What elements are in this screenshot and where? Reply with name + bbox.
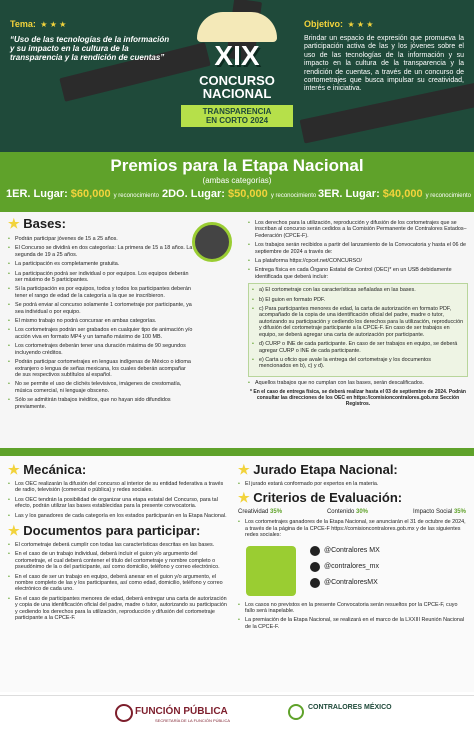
- criterion-contenido: [327, 509, 368, 515]
- star-icon: ★ ★ ★: [347, 20, 374, 29]
- social-handle: @ContraloresMX: [324, 579, 378, 587]
- usb-requirements-box: [248, 283, 468, 376]
- star-icon: ★: [8, 216, 20, 231]
- funcion-publica-logo: FUNCIÓN PÚBLICA: [135, 706, 228, 717]
- list-item: • Los derechos para la utilización, reproducción y difusión de los cortometrajes que se inscriban al concurso serán cedidos a la Comisión Permanente de Contralores Estados–Federación (CPCE-F).: [248, 220, 468, 239]
- list-item: • Los casos no previstos en la presente Convocatoria serán resueltos por la CPCE-F, cuyo fallo será inapelable.: [238, 602, 466, 615]
- list-item: • e) Carta u oficio que avale la entrega del cortometraje y los documentos mencionados en b), c) y d).: [252, 357, 464, 370]
- social-handle: @Contralores MX: [324, 547, 380, 555]
- mecanica-list: [8, 481, 230, 519]
- star-icon: ★: [238, 490, 250, 506]
- logo-line4: EN CORTO 2024: [205, 116, 269, 125]
- list-item: • c) Para participantes menores de edad, la carta de autorización en formato PDF, acompañado de la copia de una identificación oficial del padre, madre o tutor, autorizando su participación y cediendo los derechos para la utilización, reproducción y difusión del cortometraje participante a la CPCE-F. En caso de ser trabajos en equipo, se deberá agregar una carta de autorización por participante.: [252, 306, 464, 338]
- list-item: • La participación es completamente gratuita.: [8, 261, 193, 267]
- list-item: • Los OEC realizarán la difusión del concurso al interior de su entidad federativa a través de radio, televisión (comercial o pública) y redes sociales.: [8, 481, 230, 494]
- criterion-value: 30%: [356, 509, 369, 516]
- prizes-title: Premios para la Etapa Nacional: [110, 156, 364, 175]
- list-item: • Sólo se admitirán trabajos inéditos, que no hayan sido difundidos previamente.: [8, 397, 193, 410]
- mechanics-left: [8, 462, 230, 625]
- criterion-impacto: [413, 509, 466, 515]
- list-item: • En el caso de participantes menores de edad, deberá entregar una carta de autorización y copia de una identificación oficial del padre, madre o tutor, autorizando su participación y cediendo los derechos para la utilización, reproducción y difusión del cortometraje participante a la CPCE-F.: [8, 596, 230, 622]
- contest-logo: [175, 12, 299, 147]
- bases-right: [248, 220, 468, 407]
- logo-line2: NACIONAL: [202, 86, 272, 101]
- funcion-publica-sub: SECRETARÍA DE LA FUNCIÓN PÚBLICA: [155, 718, 231, 723]
- contralores-logo-icon: [288, 704, 304, 720]
- prize-third-amount: $40,000: [382, 188, 423, 200]
- list-item: • d) CURP o INE de cada participante. En caso de ser trabajos en equipo, se deberá agregar CURP o INE de cada participante.: [252, 341, 464, 354]
- star-icon: ★: [238, 462, 250, 477]
- criterion-creatividad: [238, 509, 282, 515]
- logo-number: XIX: [214, 40, 260, 71]
- bases-list: [8, 236, 193, 410]
- delivery-note: * En el caso de entrega física, se deberá realizar hasta el 03 de septiembre de 2024. Podrán consultar las direcciones de los OEC en https://comisioncontralores.gob.mx Sección Registros.: [250, 389, 466, 408]
- theme-box: [10, 14, 170, 62]
- list-item: • La plataforma https://cpcet.net/CONCURSO/: [248, 258, 468, 264]
- prizes-subtitle: (ambas categorías): [202, 176, 272, 185]
- criterion-value: 35%: [453, 509, 466, 516]
- theme-text: “Uso de las tecnologías de la información y su impacto en la cultura de la transparencia y la rendición de cuentas”: [10, 35, 170, 62]
- excluded-text: • Aquellos trabajos que no cumplan con las bases, serán descalificados.: [248, 380, 468, 386]
- seal-icon: [115, 704, 133, 722]
- prize-first-label: 1ER. Lugar:: [6, 188, 68, 200]
- social-handle: @contralores_mx: [324, 563, 379, 571]
- list-item: • En el caso de ser un trabajo en equipo, deberá anexar en el guion y/o argumento, el nombre completo de las y los participantes, así como edad, domicilio, teléfono y correo electrónico de cada uno.: [8, 574, 230, 593]
- list-item: • Si la participación es por equipos, todos y todos los participantes deberán tener el rango de edad de la categoría a la que se inscribieron.: [8, 286, 193, 299]
- prize-third-rec: y reconocimiento: [425, 193, 471, 199]
- list-item: • El cortometraje deberá cumplir con todas las características descritas en las bases.: [8, 542, 230, 548]
- popcorn-icon: [197, 12, 277, 42]
- list-item: • Los cortometrajes podrán ser grabados en cualquier tipo de animación y/o acción viva en formato MP4 y un tamaño máximo de 100 MB.: [8, 327, 193, 340]
- logo-transparencia: [181, 105, 293, 127]
- section-divider: [0, 448, 474, 456]
- instagram-icon: [310, 562, 320, 572]
- list-item: • b) El guion en formato PDF.: [252, 297, 464, 303]
- bases-title: Bases:: [23, 216, 66, 231]
- mechanics-section: [0, 456, 474, 692]
- jurado-text: • El jurado estará conformado por expertos en la materia.: [238, 481, 466, 487]
- list-item: • Los OEC tendrán la posibilidad de organizar una etapa estatal del Concurso, para tal efecto, podrán utilizar las bases establecidas para la presente convocatoria.: [8, 497, 230, 510]
- criterion-label: Creatividad: [238, 509, 269, 516]
- list-item: • Las y los ganadores de cada categoría en los estados participarán en la Etapa Nacional.: [8, 513, 230, 519]
- logo-line1: CONCURSO: [199, 73, 275, 88]
- logo-line3: TRANSPARENCIA: [202, 107, 272, 116]
- objective-box: [304, 14, 464, 94]
- excluded-list: [248, 380, 468, 386]
- objective-text: Brindar un espacio de expresión que promueva la participación activa de las y los jóvenes sobre el uso de las tecnologías de la información y su impacto en la cultura de la transparencia y la rendición de cuentas, a través de un concurso de cortometrajes que busca impulsar su creatividad, interés e iniciativa.: [304, 35, 464, 93]
- criterion-label: Impacto Social: [412, 509, 453, 516]
- list-item: • a) El cortometraje con las características señaladas en las bases.: [252, 287, 464, 293]
- list-item: • Los cortometrajes ganadores de la Etapa Nacional, se anunciarán el 31 de octubre de 2024, a través de la página de la CPCE-F https://comisioncontralores.gob.mx y de las siguientes redes sociales:: [238, 519, 466, 538]
- prize-third-label: 3ER. Lugar:: [318, 188, 380, 200]
- social-list: [310, 546, 380, 594]
- list-item: • El mismo trabajo no podrá concursar en ambas categorías.: [8, 318, 193, 324]
- prize-second-rec: y reconocimiento: [270, 193, 317, 199]
- criteria-row: [238, 509, 466, 515]
- star-icon: ★ ★ ★: [40, 20, 67, 29]
- footer: [0, 695, 474, 731]
- criterion-value: 35%: [270, 509, 283, 516]
- header-banner: [0, 0, 474, 152]
- prize-first-rec: y reconocimiento: [113, 193, 159, 199]
- list-item: • Los cortometrajes deberán tener una duración máxima de 90 segundos incluyendo créditos.: [8, 343, 193, 356]
- prize-second: [162, 188, 316, 200]
- logo-concurso: [175, 74, 299, 100]
- facebook-icon: [310, 546, 320, 556]
- objective-title: Objetivo:: [304, 19, 344, 29]
- prize-second-label: 2DO. Lugar:: [162, 188, 225, 200]
- jurado-title: Jurado Etapa Nacional:: [253, 462, 398, 477]
- social-block: [238, 542, 466, 600]
- mechanics-right: [238, 462, 466, 633]
- film-reel-icon: [192, 222, 232, 262]
- list-item: • Podrán participar jóvenes de 15 a 25 años.: [8, 236, 193, 242]
- prize-third: [318, 188, 471, 200]
- post-list: [238, 602, 466, 631]
- x-icon: [310, 578, 320, 588]
- documentos-list: [8, 542, 230, 621]
- list-item: • Se podrá enviar al concurso solamente 1 cortometraje por participante, ya sea individual o por equipo.: [8, 302, 193, 315]
- criterios-list: [238, 519, 466, 538]
- social-item[interactable]: [310, 546, 380, 556]
- list-item: • La participación podrá ser individual o por equipos. Los equipos deberán ser máximo de 5 participantes.: [8, 271, 193, 284]
- popcorn-box-icon: [246, 546, 296, 596]
- documentos-title: Documentos para participar:: [23, 523, 201, 539]
- star-icon: ★: [8, 523, 20, 539]
- bases-section: [0, 212, 474, 448]
- usb-list: [252, 287, 464, 369]
- prize-second-amount: $50,000: [228, 188, 268, 200]
- list-item: • Podrán participar cortometrajes en lenguas indígenas de México o idioma extranjero o lengua de señas mexicana, los cuales deberán acompañar de sus respectivos subtítulos al español.: [8, 359, 193, 378]
- criterion-label: Contenido: [326, 509, 355, 516]
- prizes-band: [0, 152, 474, 212]
- list-item: • Los trabajos serán recibidos a partir del lanzamiento de la Convocatoria y hasta el 06 de septiembre de 2024 a través de:: [248, 242, 468, 255]
- list-item: • No se permite el uso de clichés televisivos, imágenes de crestomatía, música comercial, ni lenguaje obsceno.: [8, 381, 193, 394]
- contralores-logo: CONTRALORES MÉXICO: [308, 704, 392, 711]
- prize-first: [6, 188, 159, 200]
- bases-right-list: [248, 220, 468, 280]
- social-item[interactable]: [310, 578, 380, 588]
- social-item[interactable]: [310, 562, 380, 572]
- star-icon: ★: [8, 462, 20, 477]
- prize-first-amount: $60,000: [70, 188, 111, 200]
- list-item: • La premiación de la Etapa Nacional, se realizará en el marco de la LXXIII Reunión Nacional de la CPCE-F.: [238, 617, 466, 630]
- criterios-title: Criterios de Evaluación:: [253, 490, 403, 506]
- mecanica-title: Mecánica:: [23, 462, 87, 477]
- list-item: • Entrega física en cada Órgano Estatal de Control (OEC)* en un USB debidamente identificada que deberá incluir:: [248, 267, 468, 280]
- list-item: • El Concurso se dividirá en dos categorías: La primera de 15 a 18 años. La segunda de 19 a 25 años.: [8, 245, 193, 258]
- theme-title: Tema:: [10, 19, 36, 29]
- list-item: • En el caso de un trabajo individual, deberá incluir el guion y/o argumento del cortometraje, el cual deberá contener el título del cortometraje y nombre completo o pseudónimo de la o del participante, así como domicilio, teléfono y correo electrónico.: [8, 551, 230, 570]
